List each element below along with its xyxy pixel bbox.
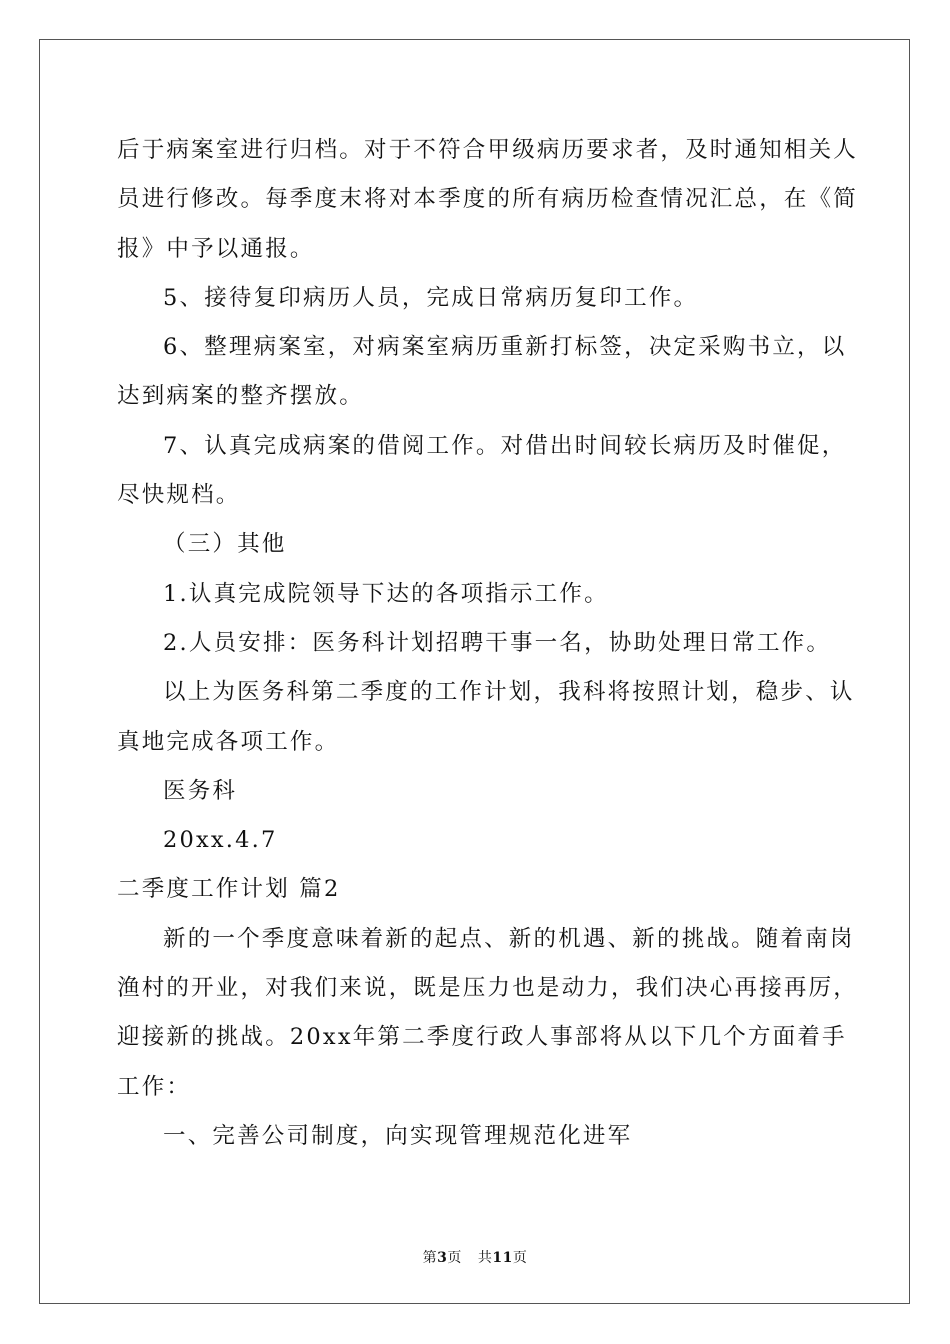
paragraph-line: 报》中予以通报。 (117, 235, 315, 262)
page-number: 3 (437, 1250, 448, 1266)
paragraph-line: 工作： (117, 1073, 192, 1100)
paragraph-line: 尽快规档。 (117, 482, 241, 509)
list-item-2: 2.人员安排：医务科计划招聘干事一名，协助处理日常工作。 (163, 629, 832, 656)
list-item-6: 6、整理病案室，对病案室病历重新打标签，决定采购书立，以 (163, 334, 847, 361)
total-label-prefix: 共 (477, 1250, 493, 1266)
list-item-7: 7、认真完成病案的借阅工作。对借出时间较长病历及时催促， (163, 432, 847, 459)
list-item-1: 1.认真完成院领导下达的各项指示工作。 (163, 580, 609, 607)
paragraph-line: 真地完成各项工作。 (117, 728, 340, 755)
list-item-5: 5、接待复印病历人员，完成日常病历复印工作。 (163, 284, 699, 311)
signature-date: 20xx.4.7 (163, 827, 278, 854)
subsection-heading: 一、完善公司制度，向实现管理规范化进军 (163, 1122, 633, 1149)
paragraph-line: 新的一个季度意味着新的起点、新的机遇、新的挑战。随着南岗 (163, 925, 855, 952)
paragraph-line: 员进行修改。每季度末将对本季度的所有病历检查情况汇总，在《简 (117, 186, 859, 213)
paragraph-line: 以上为医务科第二季度的工作计划，我科将按照计划，稳步、认 (163, 679, 855, 706)
paragraph-line: 迎接新的挑战。20xx年第二季度行政人事部将从以下几个方面着手 (117, 1024, 847, 1051)
paragraph-line: 达到病案的整齐摆放。 (117, 383, 365, 410)
signature-department: 医务科 (163, 777, 238, 804)
section-heading-other: （三）其他 (163, 531, 287, 558)
document-body (117, 126, 859, 1161)
page-label-suffix: 页 (447, 1250, 462, 1266)
section-title: 二季度工作计划 篇2 (117, 876, 341, 903)
paragraph-line: 后于病案室进行归档。对于不符合甲级病历要求者，及时通知相关人 (117, 137, 859, 163)
page-label-prefix: 第 (422, 1250, 438, 1266)
total-label-suffix: 页 (512, 1250, 528, 1266)
paragraph-line: 渔村的开业，对我们来说，既是压力也是动力，我们决心再接再厉， (117, 975, 859, 1002)
total-pages: 11 (492, 1250, 513, 1266)
page-footer (0, 1247, 950, 1267)
